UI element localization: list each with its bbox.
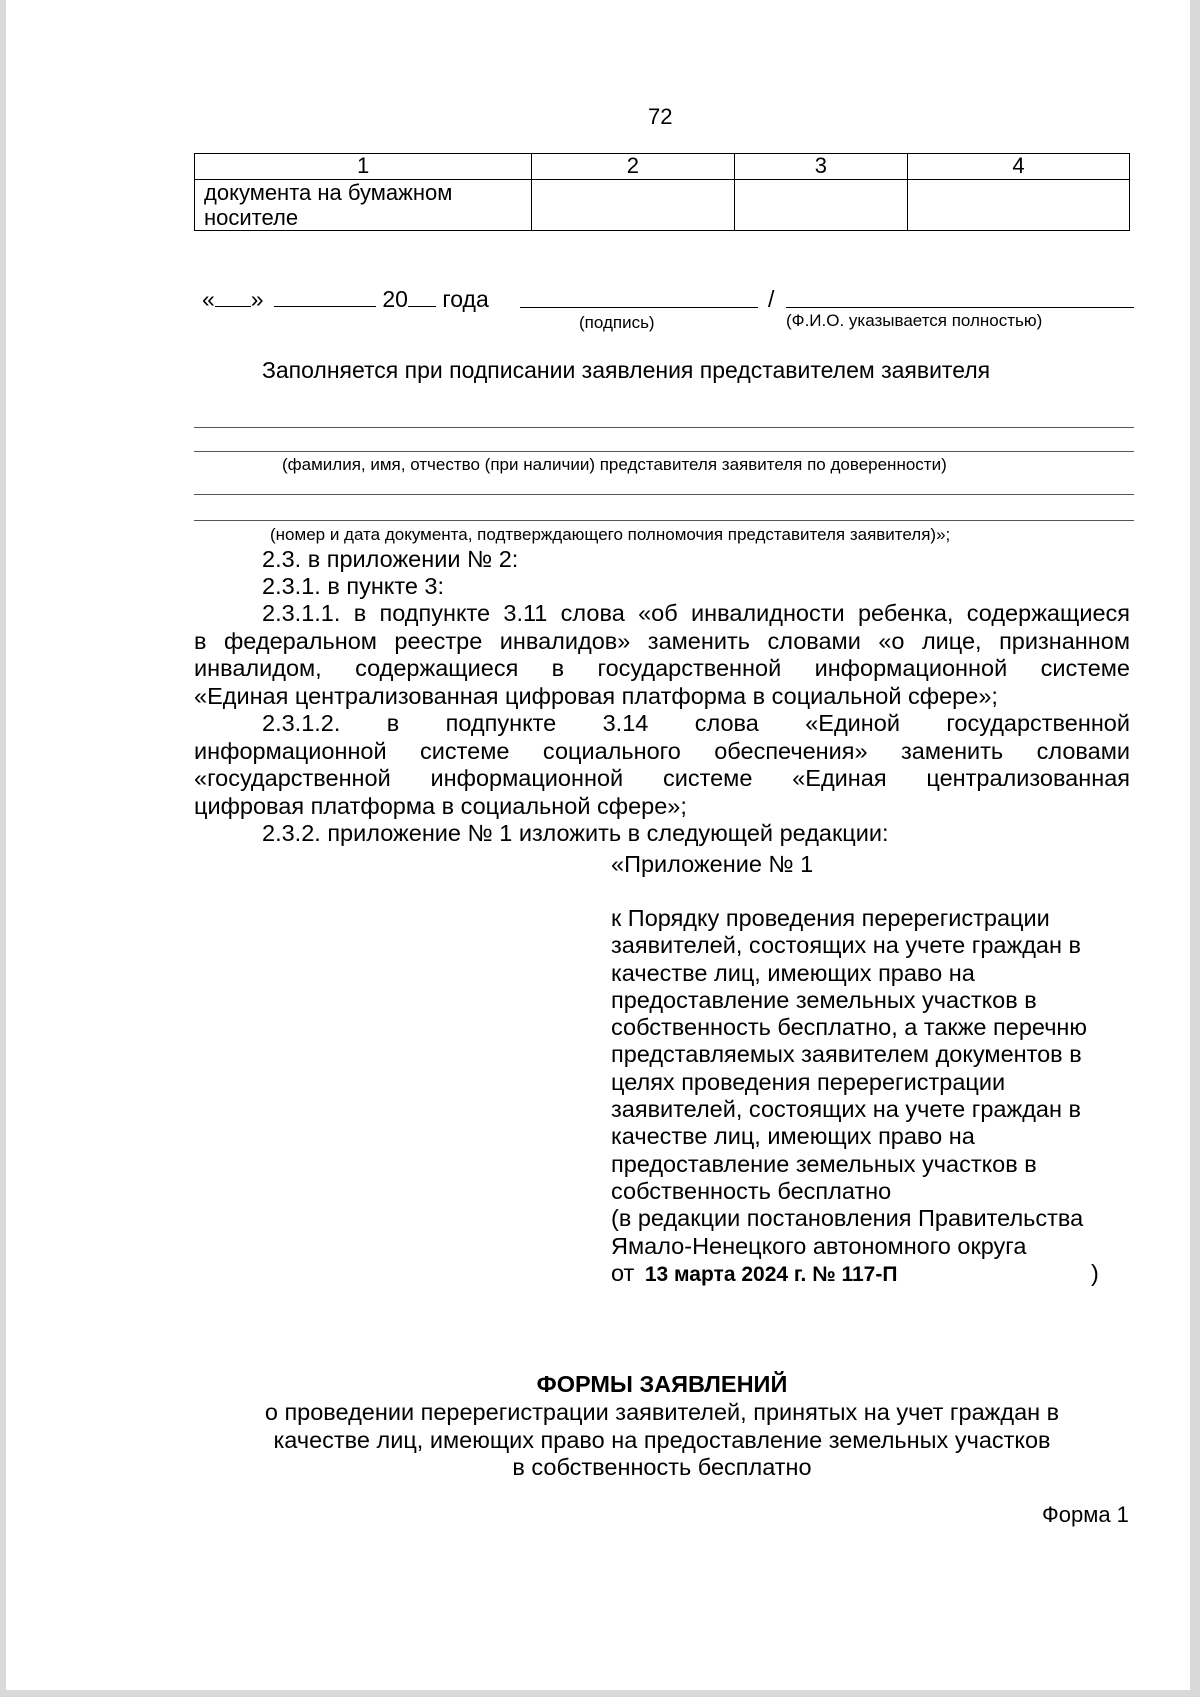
full-name-caption: (Ф.И.О. указывается полностью) <box>786 311 1043 330</box>
appendix-line: заявителей, состоящих на учете граждан в <box>611 1096 1081 1123</box>
appendix-line: представляемых заявителем документов в <box>611 1041 1082 1068</box>
paragraph-line: цифровая платформа в социальной сфере»; <box>194 792 687 819</box>
close-paren: ) <box>1091 1259 1099 1286</box>
signature-blank[interactable] <box>520 307 758 308</box>
continuation-table <box>194 153 1130 231</box>
date-signature-line <box>202 286 489 313</box>
table-cell: документа на бумажном носителе <box>195 180 532 231</box>
signature-caption: (подпись) <box>579 313 655 332</box>
appendix-line: целях проведения перерегистрации <box>611 1068 1006 1095</box>
table-cell <box>734 180 907 231</box>
amendment-2-3-1: 2.3.1. в пункте 3: <box>262 573 445 599</box>
day-blank[interactable] <box>215 288 251 307</box>
amendment-2-3-2: 2.3.2. приложение № 1 изложить в следующей редакции: <box>262 820 889 846</box>
table-header-row <box>195 154 1130 180</box>
month-blank[interactable] <box>274 288 376 307</box>
page-number: 72 <box>648 104 673 129</box>
paragraph-line: информационной системе социального обеспечения» заменить словами <box>194 737 1130 764</box>
signature-slash: / <box>768 286 775 312</box>
paragraph-line: 2.3.1.2. в подпункте 3.14 слова «Единой государственной <box>262 710 1130 736</box>
rule <box>194 520 1134 521</box>
rule <box>194 451 1134 452</box>
table-header-cell: 1 <box>195 154 532 180</box>
appendix-line: Ямало-Ненецкого автономного округа <box>611 1232 1027 1259</box>
appendix-line: предоставление земельных участков в <box>611 1150 1037 1177</box>
year-suffix: года <box>442 286 489 312</box>
subtitle-line: качестве лиц, имеющих право на предоставление земельных участков <box>273 1426 1051 1453</box>
appendix-line: (в редакции постановления Правительства <box>611 1205 1084 1232</box>
table-header-cell: 3 <box>734 154 907 180</box>
appendix-date-line <box>611 1260 1131 1288</box>
paragraph-line: 2.3.1.1. в подпункте 3.11 слова «об инвалидности ребенка, содержащиеся <box>262 600 1130 626</box>
appendix-line: к Порядку проведения перерегистрации <box>611 905 1050 931</box>
forms-title: ФОРМЫ ЗАЯВЛЕНИЙ <box>536 1371 788 1397</box>
appendix-line: качестве лиц, имеющих право на <box>611 959 975 986</box>
appendix-text <box>611 905 1131 1288</box>
table-row <box>195 180 1130 231</box>
forms-subtitle <box>194 1399 1130 1482</box>
rule <box>194 427 1134 428</box>
quote-close: » <box>250 286 264 312</box>
full-name-blank[interactable] <box>786 307 1134 308</box>
year-blank[interactable] <box>408 288 436 307</box>
table-cell <box>908 180 1130 231</box>
amendment-2-3-1-1 <box>194 600 1130 710</box>
paragraph-line: «Единая централизованная цифровая платформа в социальной сфере»; <box>194 682 998 709</box>
representative-doc-caption: (номер и дата документа, подтверждающего полномочия представителя заявителя)»; <box>270 525 951 544</box>
subtitle-line: о проведении перерегистрации заявителей, принятых на учет граждан в <box>264 1399 1060 1425</box>
appendix-line: качестве лиц, имеющих право на <box>611 1123 975 1150</box>
from-label: от <box>611 1259 635 1286</box>
resolution-date-number: 13 марта 2024 г. № 117-П <box>644 1262 898 1286</box>
paragraph-line: инвалидом, содержащиеся в государственной информационной системе <box>194 655 1130 681</box>
appendix-title: «Приложение № 1 <box>611 851 814 877</box>
representative-name-caption: (фамилия, имя, отчество (при наличии) представителя заявителя по доверенности) <box>282 455 947 474</box>
amendment-2-3: 2.3. в приложении № 2: <box>262 546 519 572</box>
table-header-cell: 4 <box>908 154 1130 180</box>
document-page <box>6 0 1190 1690</box>
appendix-line: собственность бесплатно, а также перечню <box>611 1014 1088 1041</box>
paragraph-line: «государственной информационной системе «Единая централизованная <box>194 765 1130 791</box>
paragraph-line: в федеральном реестре инвалидов» заменить словами «о лице, признанном <box>194 627 1130 654</box>
rule <box>194 494 1134 495</box>
quote-open: « <box>202 286 215 312</box>
representative-heading: Заполняется при подписании заявления представителем заявителя <box>262 357 991 383</box>
subtitle-line: в собственность бесплатно <box>512 1454 812 1480</box>
appendix-line: собственность бесплатно <box>611 1177 892 1204</box>
year-prefix: 20 <box>382 286 408 312</box>
amendment-2-3-1-2 <box>194 710 1130 820</box>
table-cell <box>532 180 735 231</box>
appendix-line: заявителей, состоящих на учете граждан в <box>611 932 1081 959</box>
appendix-line: предоставление земельных участков в <box>611 986 1037 1013</box>
table-header-cell: 2 <box>532 154 735 180</box>
form-label: Форма 1 <box>1042 1502 1129 1527</box>
